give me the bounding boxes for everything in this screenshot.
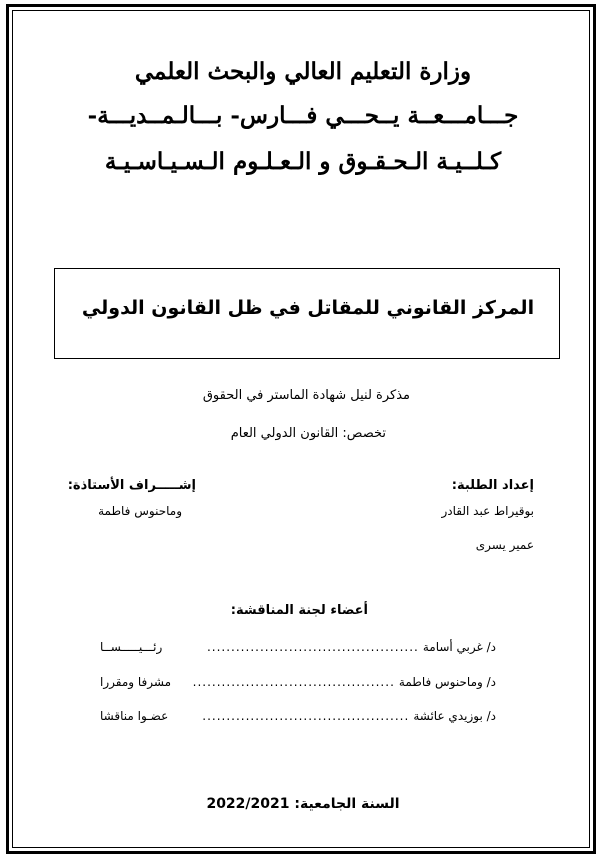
committee-member-row: [100, 709, 496, 723]
thesis-title-box: [54, 268, 560, 359]
dotted-leader: ............................................: [206, 640, 419, 654]
supervisor-label: إشـــــراف الأستاذة:: [67, 478, 196, 493]
dotted-leader: ..........................................: [192, 675, 395, 689]
committee-member-role: رئـــيـــــســا: [100, 640, 163, 654]
committee-label: أعضاء لجنة المناقشة:: [230, 603, 368, 618]
committee-member-name: د/ غربي أسامة: [422, 640, 496, 654]
committee-member-row: [100, 675, 496, 689]
committee-member-role: عضـوا مناقشا: [100, 709, 169, 723]
student-name-2: عمير يسرى: [475, 538, 534, 552]
thesis-title: المركز القانوني للمقاتل في ظل القانون الدولي: [81, 297, 535, 319]
academic-year: السنة الجامعية: 2022/2021: [206, 796, 400, 812]
committee-member-name: د/ وماحنوس فاطمة: [398, 675, 496, 689]
student-name-1: بوقيراط عبد القادر: [441, 504, 534, 518]
dotted-leader: ...........................................: [202, 709, 410, 723]
faculty-heading: كـلــيـة الـحـقـوق و الـعـلـوم الـسـيـاسـيـة: [104, 148, 502, 175]
students-label: إعداد الطلبة:: [451, 478, 534, 493]
committee-member-role: مشرفا ومقررا: [100, 675, 172, 689]
committee-member-row: [100, 640, 496, 654]
supervisor-name: وماحنوس فاطمة: [98, 504, 182, 518]
ministry-heading: وزارة التعليم العالي والبحث العلمي: [134, 58, 472, 85]
thesis-subtitle: مذكرة لنيل شهادة الماستر في الحقوق: [202, 388, 410, 403]
university-heading: جـــامـــعــة يــحـــي فـــارس- بـــالـمــديـــة-: [87, 102, 519, 129]
committee-member-name: د/ بوزيدي عائشة: [413, 709, 496, 723]
specialty: تخصص: القانون الدولي العام: [230, 426, 386, 441]
